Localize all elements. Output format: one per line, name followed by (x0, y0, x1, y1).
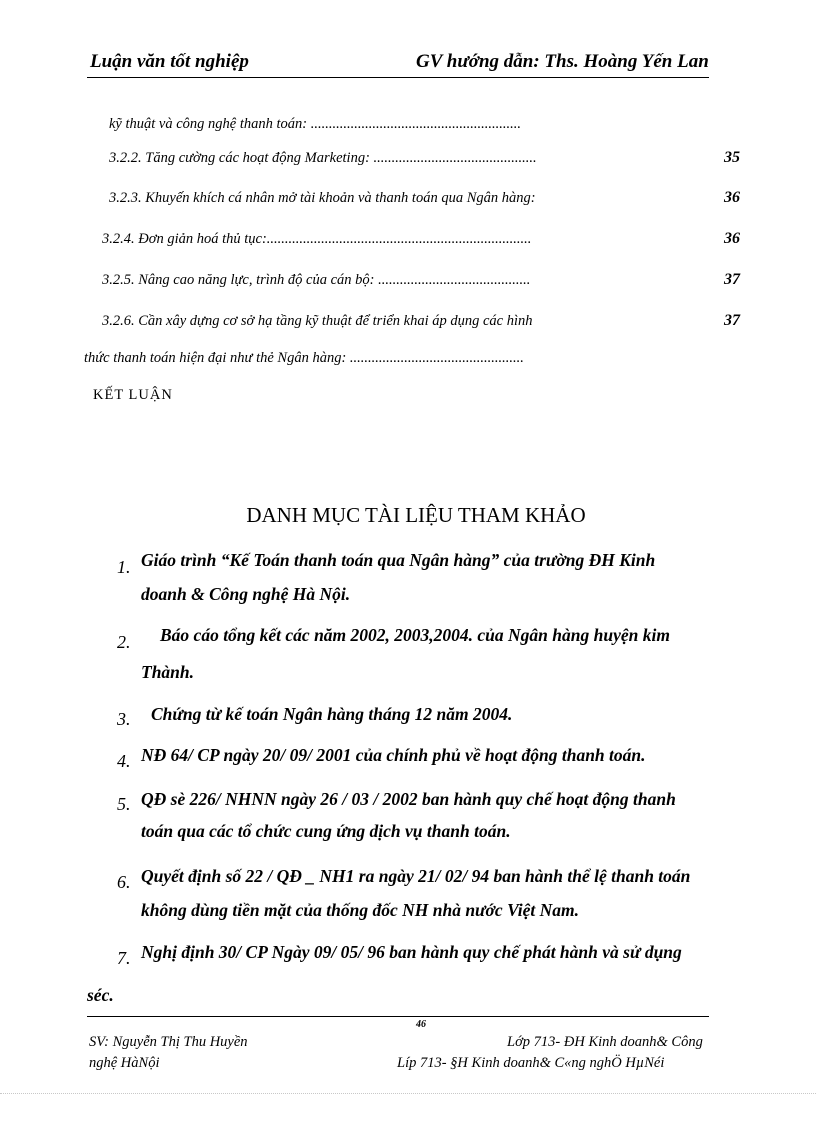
toc-item-page: 36 (724, 230, 740, 247)
reference-number: 4. (117, 751, 131, 771)
reference-line: Chứng từ kế toán Ngân hàng tháng 12 năm 2004. (151, 704, 513, 724)
footer-student-cont: nghệ HàNội (89, 1055, 160, 1071)
reference-number: 1. (117, 557, 131, 577)
reference-number: 5. (117, 794, 131, 814)
reference-line: Quyết định số 22 / QĐ _ NH1 ra ngày 21/ 02/ 94 ban hành thể lệ thanh toán (141, 866, 691, 886)
reference-line: Nghị định 30/ CP Ngày 09/ 05/ 96 ban hành quy chế phát hành và sử dụng (141, 942, 682, 962)
reference-line: QĐ sè 226/ NHNN ngày 26 / 03 / 2002 ban hành quy chế hoạt động thanh (141, 789, 676, 809)
header-left-title: Luận văn tốt nghiệp (90, 51, 249, 72)
reference-number: 6. (117, 872, 131, 892)
toc-item-page: 37 (724, 271, 740, 288)
toc-item-text: thức thanh toán hiện đại như thẻ Ngân hàng: ................................................ (84, 350, 524, 366)
reference-line: toán qua các tổ chức cung ứng dịch vụ thanh toán. (141, 821, 511, 841)
reference-number: 3. (117, 709, 131, 729)
page-number: 46 (416, 1019, 426, 1030)
toc-item-text: 3.2.5. Nâng cao năng lực, trình độ của cán bộ: .......................................... (102, 272, 531, 288)
reference-line: Giáo trình “Kế Toán thanh toán qua Ngân hàng” của trường ĐH Kinh (141, 550, 656, 570)
reference-line: NĐ 64/ CP ngày 20/ 09/ 2001 của chính phủ về hoạt động thanh toán. (141, 745, 646, 765)
toc-conclusion: KẾT LUẬN (93, 387, 173, 403)
reference-number: 2. (117, 632, 131, 652)
footer-student: SV: Nguyễn Thị Thu Huyền (89, 1034, 248, 1050)
references-title: DANH MỤC TÀI LIỆU THAM KHẢO (246, 503, 586, 527)
footer-rule (87, 1016, 709, 1017)
reference-line: séc. (87, 985, 114, 1005)
toc-item-text: 3.2.4. Đơn giản hoá thủ tục:......................................................................... (102, 231, 532, 247)
footer-class: Lớp 713- ĐH Kinh doanh& Công (507, 1034, 703, 1050)
header-advisor: GV hướng dẫn: Ths. Hoàng Yến Lan (416, 51, 709, 72)
toc-item-text: 3.2.2. Tăng cường các hoạt động Marketing: ............................................. (109, 150, 537, 166)
toc-item-text: 3.2.3. Khuyến khích cá nhân mở tài khoản và thanh toán qua Ngân hàng: (109, 190, 536, 206)
toc-item-page: 36 (724, 189, 740, 206)
reference-line: Báo cáo tổng kết các năm 2002, 2003,2004. của Ngân hàng huyện kim (160, 625, 670, 645)
toc-item-text: 3.2.6. Cần xây dựng cơ sở hạ tầng kỹ thuật để triển khai áp dụng các hình (102, 313, 533, 329)
toc-item-page: 35 (724, 149, 740, 166)
header-rule (87, 77, 709, 78)
toc-item-page: 37 (724, 312, 740, 329)
reference-line: Thành. (141, 662, 195, 682)
footer-class-garbled: Líp 713- §H Kinh doanh& C«ng nghÖ HµNéi (397, 1055, 665, 1071)
reference-number: 7. (117, 948, 131, 968)
page-edge-rule (0, 1093, 816, 1094)
toc-item-text: kỹ thuật và công nghệ thanh toán: .......................................................... (109, 116, 521, 132)
reference-line: không dùng tiền mặt của thống đốc NH nhà nước Việt Nam. (141, 900, 580, 920)
reference-line: doanh & Công nghệ Hà Nội. (141, 584, 351, 604)
